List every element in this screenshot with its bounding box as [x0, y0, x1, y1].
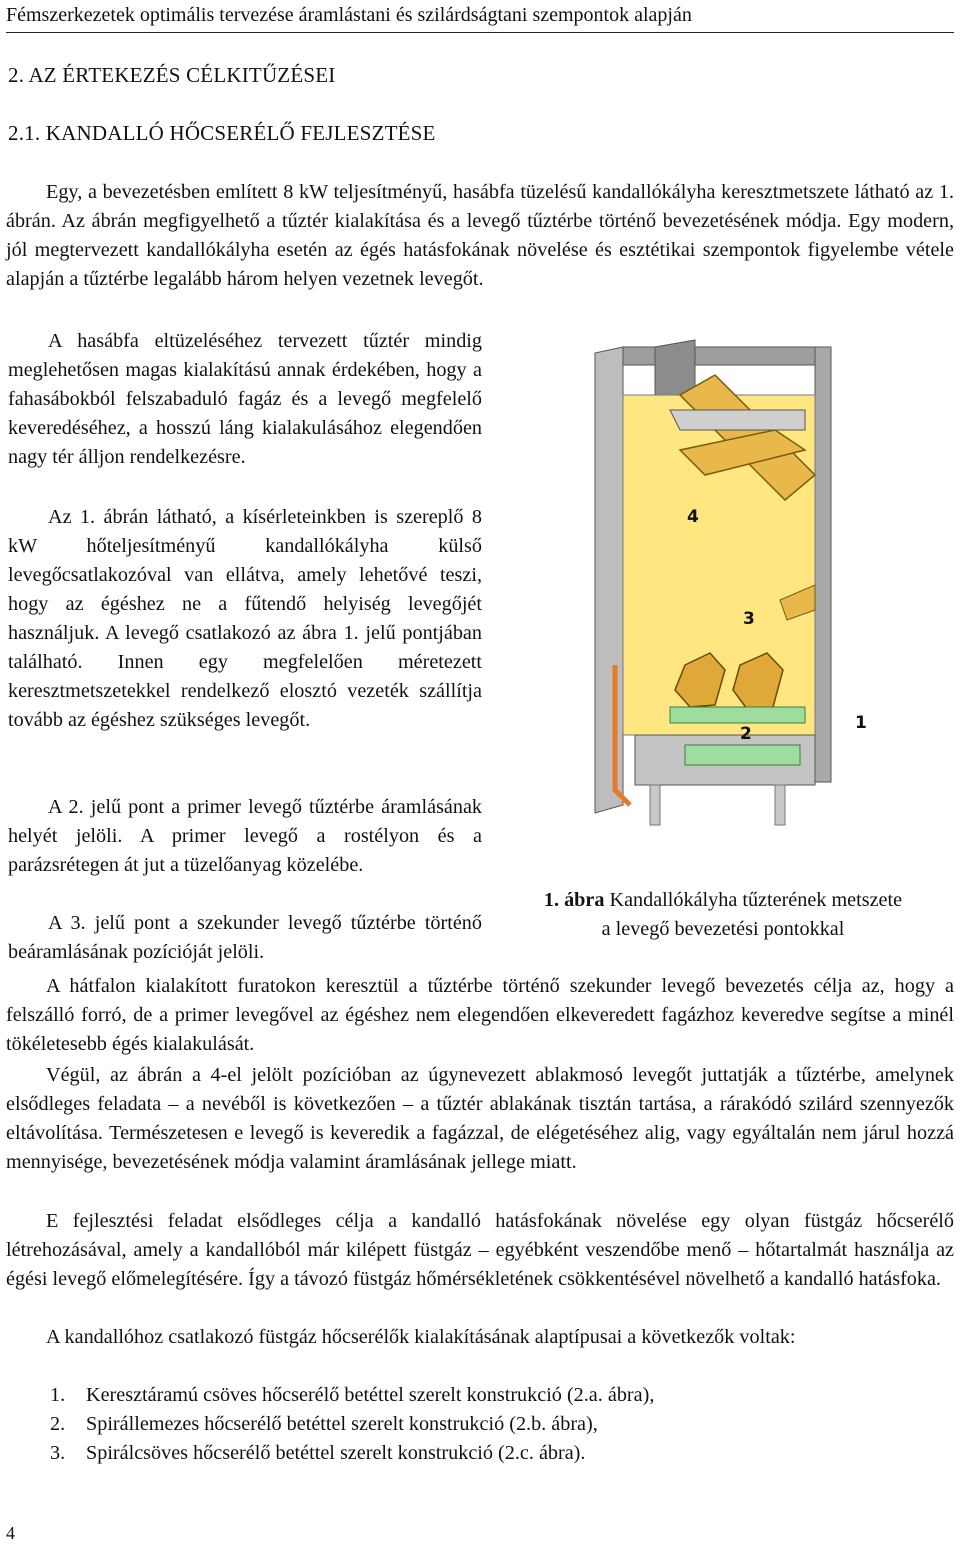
- back-wall: [815, 347, 831, 782]
- figure-caption-title: Kandallókályha tűzterének metszete: [604, 889, 903, 911]
- figure-label-4: 4: [687, 507, 699, 527]
- paragraph-window-wash: [6, 1061, 954, 1177]
- list-item: [50, 1381, 654, 1410]
- paragraph-secondary-air: [6, 972, 954, 1059]
- subsection-heading: 2.1. KANDALLÓ HŐCSERÉLŐ FEJLESZTÉSE: [8, 121, 436, 145]
- figure-caption: [486, 886, 960, 944]
- ash-pan: [685, 745, 800, 765]
- paragraph-point-3-text: A 3. jelű pont a szekunder levegő tűztérbe történő beáramlásának pozícióját jelöli.: [8, 912, 482, 963]
- front-glass-wall: [595, 347, 623, 813]
- paragraph-point-3: [8, 909, 482, 967]
- leg-back: [775, 785, 785, 825]
- paragraph-firebox: [8, 327, 482, 472]
- figure-caption-line-1: [486, 886, 960, 915]
- top-plate: [623, 347, 830, 365]
- paragraph-point-2-text: A 2. jelű pont a primer levegő tűztérbe áramlásának helyét jelöli. A primer levegő a rostélyon és a parázsrétegen át jut a tüzelőanyag közelébe.: [8, 796, 482, 876]
- paragraph-point-2: [8, 793, 482, 880]
- list-item-number: 1.: [50, 1384, 66, 1406]
- list-item-number: 2.: [50, 1413, 66, 1435]
- paragraph-intro: [6, 178, 954, 294]
- list-item-text: Spirállemezes hőcserélő betéttel szerelt konstrukció (2.b. ábra),: [86, 1413, 598, 1435]
- paragraph-point-1: [8, 503, 482, 735]
- running-header: Fémszerkezetek optimális tervezése áramlástani és szilárdságtani szempontok alapján: [6, 2, 954, 33]
- section-heading: 2. AZ ÉRTEKEZÉS CÉLKITŰZÉSEI: [8, 63, 336, 87]
- figure-label-3: 3: [743, 609, 755, 629]
- figure-caption-number: 1. ábra: [543, 889, 605, 911]
- smoke-deflector: [670, 410, 805, 430]
- leg-front: [650, 785, 660, 825]
- list-item-text: Keresztáramú csöves hőcserélő betéttel szerelt konstrukció (2.a. ábra),: [86, 1384, 655, 1406]
- stove-cross-section-figure: [575, 335, 905, 830]
- figure-label-1: 1: [855, 713, 867, 733]
- figure-caption-line-2: a levegő bevezetési pontokkal: [601, 918, 845, 940]
- paragraph-intro-text: Egy, a bevezetésben említett 8 kW teljesítményű, hasábfa tüzelésű kandallókályha keresztmetszete látható az 1. ábrán. Az ábrán megfigyelhető a tűztér kialakítása és a levegő tűztérbe történő bevezetésének módja. Egy modern, jól megtervezett kandallókályha esetén az égés hatásfokának növelése és esztétikai szempontok figyelembe vétele alapján a tűztérbe legalább három helyen vezetnek levegőt.: [6, 181, 954, 290]
- grate: [670, 707, 805, 723]
- figure-label-2: 2: [740, 724, 752, 744]
- list-item-text: Spirálcsöves hőcserélő betéttel szerelt konstrukció (2.c. ábra).: [86, 1442, 586, 1464]
- paragraph-types: [6, 1323, 954, 1352]
- paragraph-goal: [6, 1207, 954, 1294]
- paragraph-secondary-air-text: A hátfalon kialakított furatokon keresztül a tűztérbe történő szekunder levegő bevezetés célja az, hogy a felszálló forró, de a primer levegővel az égéshez nem elegendően elkeveredett fagázhoz keveredve segítse a minél tökéletesebb égés kialakulását.: [6, 975, 954, 1055]
- list-item: [50, 1439, 585, 1468]
- paragraph-point-1-text: Az 1. ábrán látható, a kísérleteinkben is szereplő 8 kW hőteljesítményű kandallókályha külső levegőcsatlakozóval van ellátva, amely lehetővé teszi, hogy az égéshez ne a fűtendő helyiség levegőjét használjuk. A levegő csatlakozó az ábra 1. jelű pontjában található. Innen egy megfelelően méretezett keresztmetszetekkel rendelkező elosztó vezeték szállítja tovább az égéshez szükséges levegőt.: [8, 506, 482, 731]
- page-number: 4: [6, 1523, 15, 1543]
- paragraph-goal-text: E fejlesztési feladat elsődleges célja a kandalló hatásfokának növelése egy olyan füstgáz hőcserélő létrehozásával, amely a kandallóból már kilépett füstgáz – egyébként veszendőbe menő – hőtartalmát használja az égési levegő előmelegítésére. Így a távozó füstgáz hőmérsékletének csökkentésével növelhető a kandalló hatásfoka.: [6, 1210, 954, 1290]
- paragraph-window-wash-text: Végül, az ábrán a 4-el jelölt pozícióban az úgynevezett ablakmosó levegőt juttatják a tűztérbe, amelynek elsődleges feladata – a nevéből is következően – a tűztér ablakának tisztán tartása, a rárakódó szilárd szennyezők eltávolítása. Természetesen e levegő is keveredik a fagázzal, de elégetéséhez alig, vagy egyáltalán nem járul hozzá mennyisége, bevezetésének módja valamint áramlásának jellege miatt.: [6, 1064, 954, 1173]
- list-item-number: 3.: [50, 1442, 66, 1464]
- paragraph-types-text: A kandallóhoz csatlakozó füstgáz hőcserélők kialakításának alaptípusai a következők voltak:: [46, 1326, 796, 1348]
- list-item: [50, 1410, 598, 1439]
- paragraph-firebox-text: A hasábfa eltüzeléséhez tervezett tűztér mindig meglehetősen magas kialakítású annak érdekében, hogy a fahasábokból felszabaduló fagáz és a levegő megfelelő keveredéséhez, a hosszú láng kialakulásához elegendően nagy tér álljon rendelkezésre.: [8, 330, 482, 468]
